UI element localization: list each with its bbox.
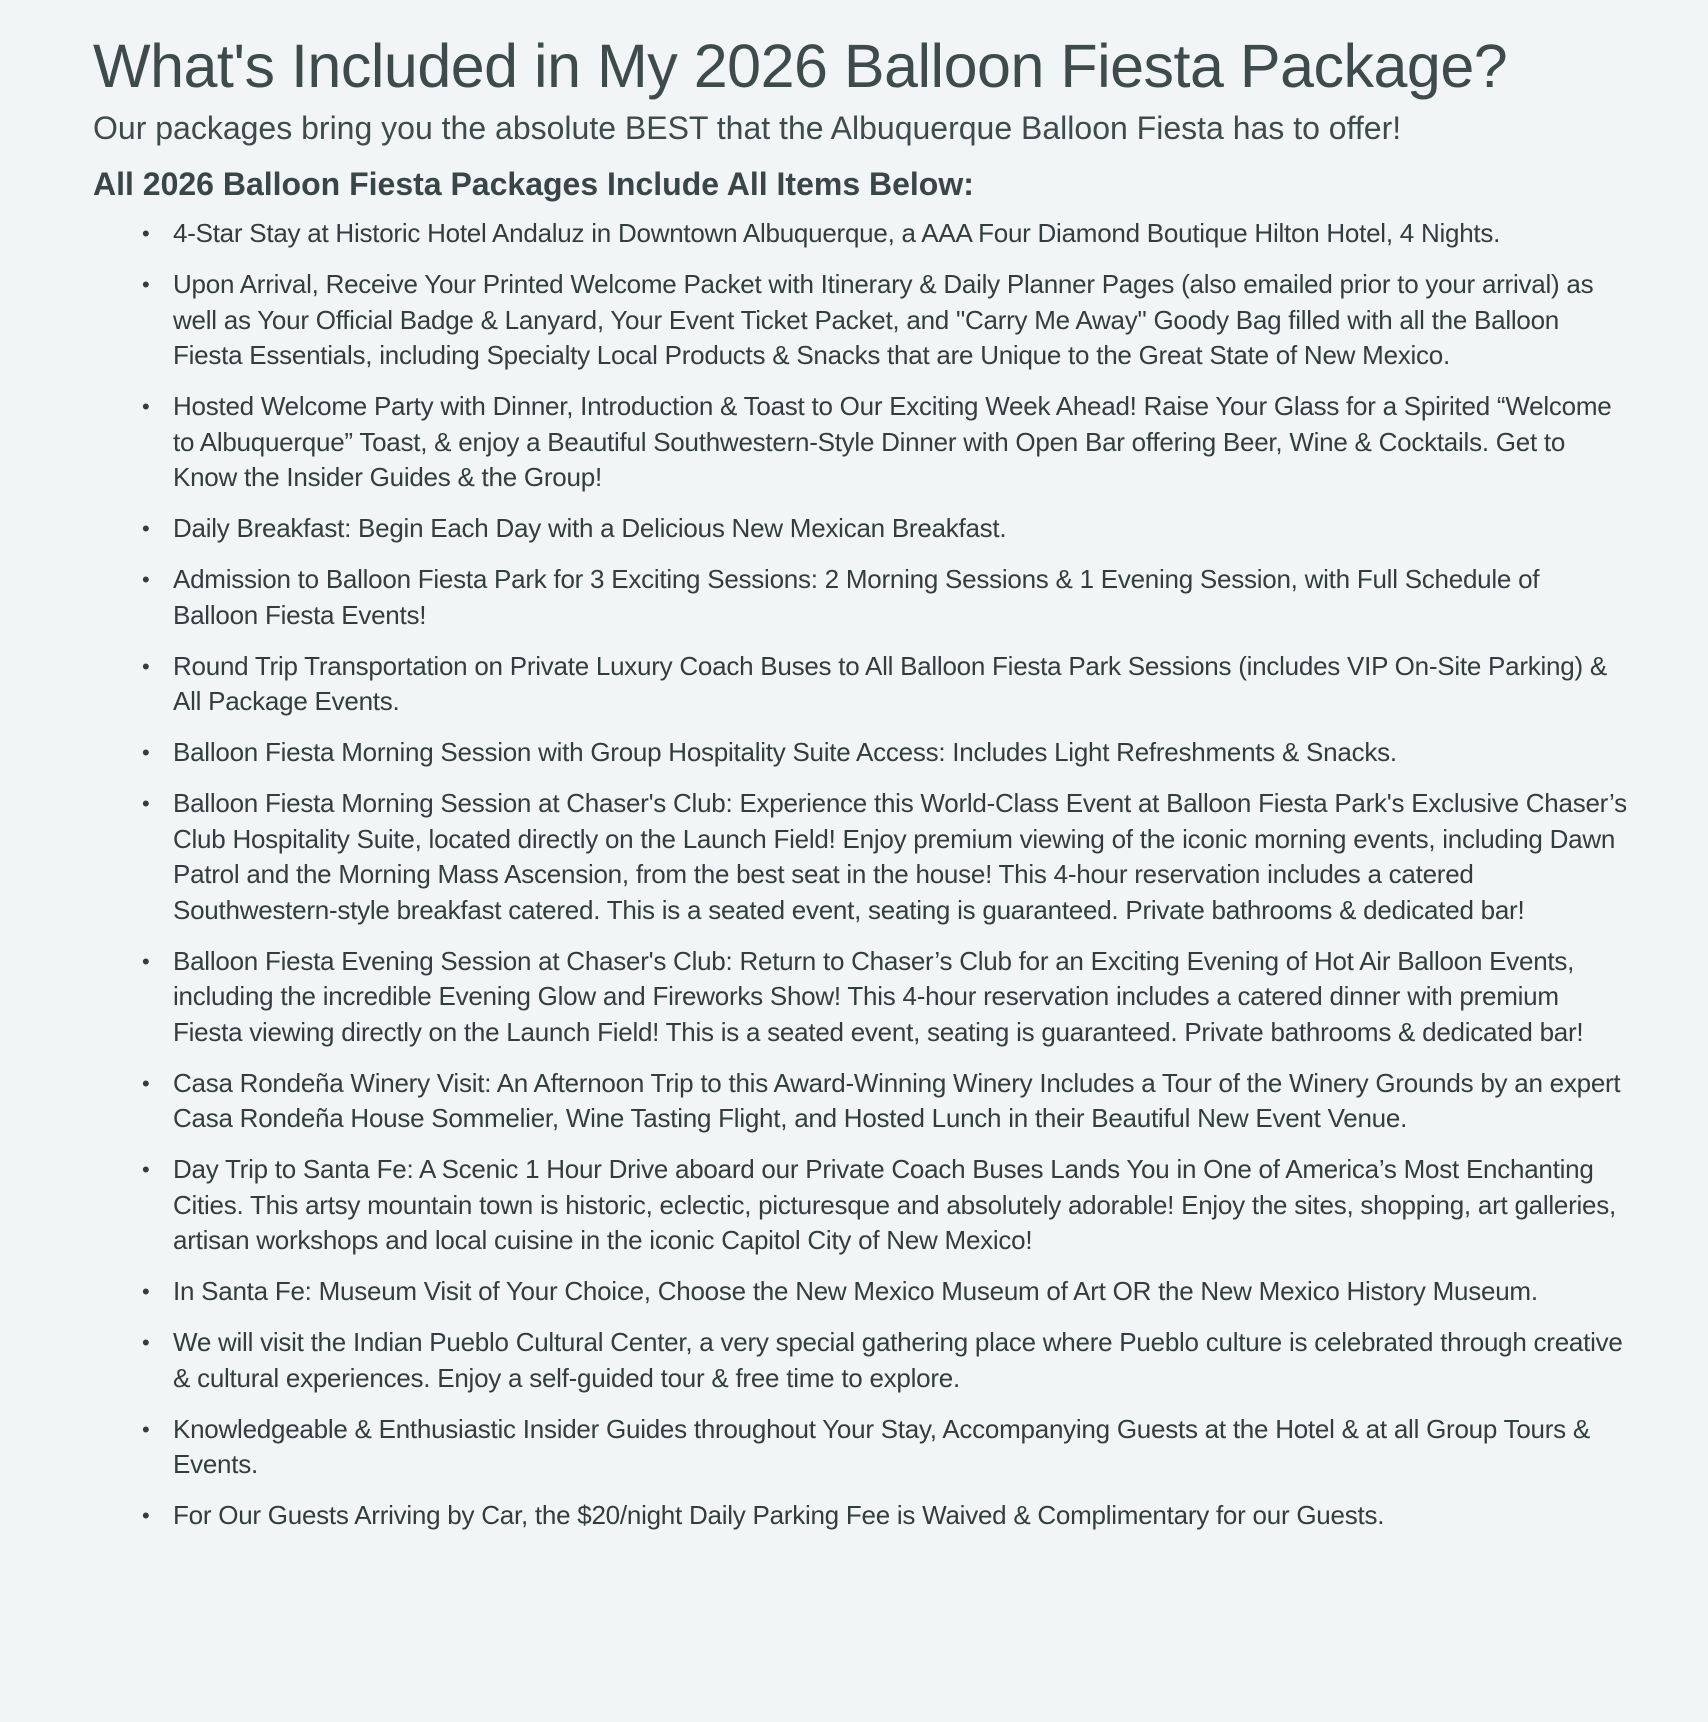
bullet-icon: • <box>142 567 150 592</box>
list-item-text: Balloon Fiesta Morning Session at Chaser's Club: Experience this World-Class Event at Balloon Fiesta Park's Exclusive Chaser’s Club Hospitality Suite, located directly on the Launch Field! Enjoy premium viewing of the iconic morning events, including Dawn Patrol and the Morning Mass Ascension, from the best seat in the house! This 4-hour reservation includes a catered Southwestern-style breakfast catered. This is a seated event, seating is guaranteed. Private bathrooms & dedicated bar! <box>173 788 1627 925</box>
list-item-text: Casa Rondeña Winery Visit: An Afternoon Trip to this Award-Winning Winery Includes a Tour of the Winery Grounds by an expert Casa Rondeña House Sommelier, Wine Tasting Flight, and Hosted Lunch in their Beautiful New Event Venue. <box>173 1067 1621 1133</box>
bullet-icon: • <box>142 1330 150 1355</box>
list-item-text: Admission to Balloon Fiesta Park for 3 Exciting Sessions: 2 Morning Sessions & 1 Evening Session, with Full Schedule of Balloon Fiesta Events! <box>173 564 1540 630</box>
list-item-text: Round Trip Transportation on Private Luxury Coach Buses to All Balloon Fiesta Park Sessions (includes VIP On-Site Parking) & All Package Events. <box>173 650 1607 716</box>
list-item <box>142 1412 1628 1483</box>
list-item <box>142 562 1628 633</box>
list-item <box>142 267 1628 374</box>
bullet-icon: • <box>142 272 150 297</box>
list-item-text: Balloon Fiesta Evening Session at Chaser's Club: Return to Chaser’s Club for an Exciting Evening of Hot Air Balloon Events, including the incredible Evening Glow and Fireworks Show! This 4-hour reservation includes a catered dinner with premium Fiesta viewing directly on the Launch Field! This is a seated event, seating is guaranteed. Private bathrooms & dedicated bar! <box>173 945 1584 1047</box>
bullet-icon: • <box>142 1503 150 1528</box>
list-item-text: 4-Star Stay at Historic Hotel Andaluz in Downtown Albuquerque, a AAA Four Diamond Boutique Hilton Hotel, 4 Nights. <box>173 218 1501 248</box>
list-item <box>142 1498 1628 1534</box>
list-item-text: Daily Breakfast: Begin Each Day with a Delicious New Mexican Breakfast. <box>173 513 1007 543</box>
bullet-icon: • <box>142 1416 150 1442</box>
bullet-icon: • <box>142 1157 150 1182</box>
list-item <box>142 1152 1628 1259</box>
bullet-icon: • <box>142 516 150 541</box>
inclusions-list <box>93 216 1628 1534</box>
list-item-text: Knowledgeable & Enthusiastic Insider Guides throughout Your Stay, Accompanying Guests at the Hotel & at all Group Tours & Events. <box>173 1413 1590 1479</box>
bullet-icon: • <box>142 740 150 765</box>
list-item-text: We will visit the Indian Pueblo Cultural Center, a very special gathering place where Pueblo culture is celebrated through creative & cultural experiences. Enjoy a self-guided tour & free time to explore. <box>173 1327 1623 1393</box>
bullet-icon: • <box>142 221 150 246</box>
bullet-icon: • <box>142 653 150 679</box>
list-item-text: For Our Guests Arriving by Car, the $20/night Daily Parking Fee is Waived & Complimentary for our Guests. <box>173 1500 1385 1530</box>
bullet-icon: • <box>142 1070 150 1096</box>
list-item <box>142 1066 1628 1137</box>
list-item-text: Hosted Welcome Party with Dinner, Introduction & Toast to Our Exciting Week Ahead! Raise Your Glass for a Spirited “Welcome to Albuquerque” Toast, & enjoy a Beautiful Southwestern-Style Dinner with Open Bar offering Beer, Wine & Cocktails. Get to Know the Insider Guides & the Group! <box>173 391 1612 492</box>
section-heading: All 2026 Balloon Fiesta Packages Include All Items Below: <box>93 166 974 202</box>
list-item-text: Day Trip to Santa Fe: A Scenic 1 Hour Drive aboard our Private Coach Buses Lands You in One of America’s Most Enchanting Cities. This artsy mountain town is historic, eclectic, picturesque and absolutely adorable! Enjoy the sites, shopping, art galleries, artisan workshops and local cuisine in the iconic Capitol City of New Mexico! <box>173 1154 1616 1255</box>
page-title: What's Included in My 2026 Balloon Fiesta Package? <box>93 32 1508 100</box>
page-subtitle: Our packages bring you the absolute BEST that the Albuquerque Balloon Fiesta has to offer! <box>93 110 1402 146</box>
list-item <box>142 1325 1628 1396</box>
list-item <box>142 786 1628 928</box>
list-item-text: Upon Arrival, Receive Your Printed Welcome Packet with Itinerary & Daily Planner Pages (also emailed prior to your arrival) as well as Your Official Badge & Lanyard, Your Event Ticket Packet, and "Carry Me Away" Goody Bag filled with all the Balloon Fiesta Essentials, including Specialty Local Products & Snacks that are Unique to the Great State of New Mexico. <box>173 269 1594 370</box>
list-item <box>142 389 1628 496</box>
bullet-icon: • <box>142 791 150 816</box>
list-item-text: In Santa Fe: Museum Visit of Your Choice, Choose the New Mexico Museum of Art OR the New Mexico History Museum. <box>173 1276 1538 1306</box>
list-item <box>142 649 1628 720</box>
list-item <box>142 216 1628 252</box>
bullet-icon: • <box>142 394 150 419</box>
list-item <box>142 944 1628 1051</box>
list-item <box>142 511 1628 547</box>
list-item <box>142 735 1628 771</box>
list-item <box>142 1274 1628 1310</box>
bullet-icon: • <box>142 1279 150 1304</box>
bullet-icon: • <box>142 948 150 974</box>
list-item-text: Balloon Fiesta Morning Session with Group Hospitality Suite Access: Includes Light Refreshments & Snacks. <box>173 737 1397 767</box>
